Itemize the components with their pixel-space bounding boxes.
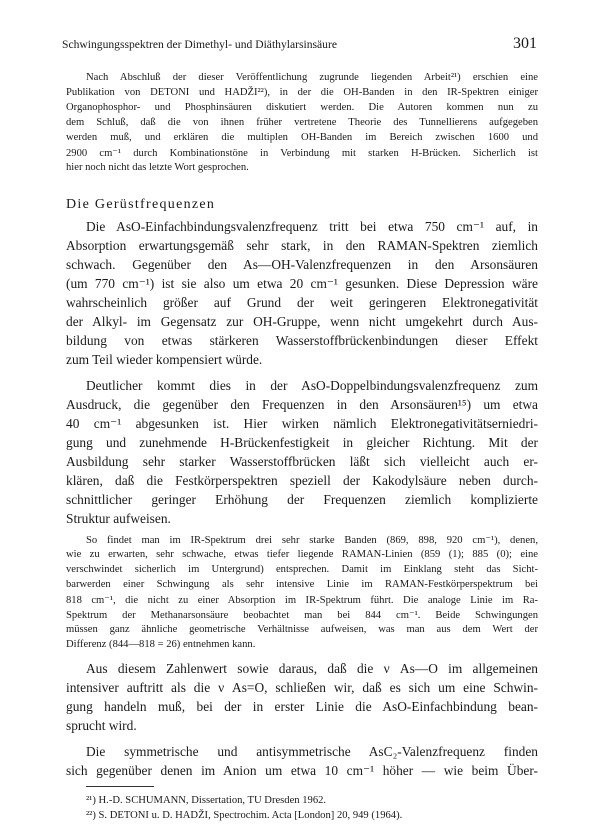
paragraph-line: 40 cm⁻¹ abgesunken ist. Hier wirken nämlich Elektronegativitätserniedri- — [66, 416, 538, 431]
paragraph-line: schnittlicher geringer Erhöhung der Frequenzen ziemlich komplizierte — [66, 492, 538, 507]
paragraph-line: sprucht wird. — [66, 718, 137, 733]
small-print-line: müssen ganz ähnliche geometrische Verhältnisse aufweisen, was man aus dem Wert der — [66, 624, 538, 635]
paragraph-line: schwach. Gegenüber den As—OH-Valenzfrequenzen in den Arsonsäuren — [66, 257, 538, 272]
paragraph-line: intensiver auftritt als die ν As=O, schließen wir, daß es sich um eine Schwin- — [66, 680, 538, 695]
paragraph-line: gung handeln muß, bei der in erster Linie die AsO-Einfachbindung bean- — [66, 699, 538, 714]
paragraph-line: sich gegenüber denen im Anion um etwa 10 cm⁻¹ höher — wie beim Über- — [66, 763, 538, 778]
footnote: ²¹) H.-D. SCHUMANN, Dissertation, TU Dresden 1962. — [86, 795, 327, 806]
paragraph-line: bildung von etwas stärkeren Wasserstoffbrückenbindungen dieser Effekt — [66, 333, 538, 348]
paragraph-line: Ausdruck, die gegenüber den Frequenzen in den Arsonsäuren¹⁵) um etwa — [66, 397, 538, 412]
intro-note-line: Publikation von DETONI und HADŽI²²), in der die OH-Banden in den IR-Spektren einiger — [66, 87, 538, 98]
paragraph-line: Absorption erwartungsgemäß sehr stark, in den RAMAN-Spektren ziemlich — [66, 238, 538, 253]
paragraph-line: Aus diesem Zahlenwert sowie daraus, daß die ν As—O im allgemeinen — [86, 661, 538, 676]
small-print-line: verschwindet sicherlich im Untergrund) entsprechen. Damit im Einklang steht das Sicht- — [66, 564, 538, 575]
paragraph-line: wahrscheinlich größer auf Grund der weit geringeren Elektronegativität — [66, 295, 538, 310]
paragraph-line: Ausbildung sehr starker Wasserstoffbrücken läßt sich vielleicht auch er- — [66, 454, 538, 469]
small-print-line: Differenz (844—818 = 26) entnehmen kann. — [66, 639, 256, 650]
section-heading: Die Gerüstfrequenzen — [66, 197, 216, 212]
paragraph-line: zum Teil wieder kompensiert würde. — [66, 352, 263, 367]
small-print-line: 818 cm⁻¹, die nicht zu einer Absorption im IR-Spektrum führt. Die analoge Linie im Ra- — [66, 595, 538, 606]
intro-note-line: 2900 cm⁻¹ durch Kombinationstöne in Verbindung mit starken H-Brücken. Sicherlich ist — [66, 148, 538, 159]
intro-note-line: werden muß, und erklären die multiplen OH-Banden im Bereich zwischen 1600 und — [66, 132, 538, 143]
footnote: ²²) S. DETONI u. D. HADŽI, Spectrochim. Acta [London] 20, 949 (1964). — [86, 810, 403, 821]
page-number: 301 — [513, 35, 537, 52]
paragraph-line: klären, daß die Festkörperspektren speziell der Kakodylsäure neben durch- — [66, 473, 538, 488]
paragraph-line: der Alkyl- im Gegensatz zur OH-Gruppe, wenn nicht umgekehrt durch Aus- — [66, 314, 538, 329]
running-title: Schwingungsspektren der Dimethyl- und Diäthylarsinsäure — [62, 38, 337, 51]
intro-note-line: hier noch nicht das letzte Wort gesprochen. — [66, 162, 249, 173]
paragraph-line: Die AsO-Einfachbindungsvalenzfrequenz tritt bei etwa 750 cm⁻¹ auf, in — [86, 219, 538, 234]
intro-note-line: dem Schluß, daß die von ihnen früher vertretene Theorie des Tunnellierens aufgegeben — [66, 117, 538, 128]
footnote-divider — [86, 786, 154, 787]
small-print-line: wie zu erwarten, sehr schwache, etwas tiefer liegende RAMAN-Linien (859 (1); 885 (0); eine — [66, 549, 538, 560]
small-print-line: So findet man im IR-Spektrum drei sehr starke Banden (869, 898, 920 cm⁻¹), denen, — [86, 535, 538, 546]
paragraph-line: gung und zunehmende H-Brückenfestigkeit in gleicher Richtung. Mit der — [66, 435, 538, 450]
intro-note-line: Organophosphor- und Phosphinsäuren diskutiert werden. Die Autoren kommen nun zu — [66, 102, 538, 113]
intro-note-line: Nach Abschluß der dieser Veröffentlichung zugrunde liegenden Arbeit²¹) erschien eine — [86, 72, 538, 83]
running-header — [62, 35, 537, 56]
paragraph-line: Struktur aufweisen. — [66, 511, 171, 526]
paragraph-line: Die symmetrische und antisymmetrische AsC₂-Valenzfrequenz finden — [86, 744, 538, 759]
small-print-line: barwerden einer Schwingung als sehr intensive Linie im RAMAN-Festkörperspektrum bei — [66, 579, 538, 590]
paragraph-line: (um 770 cm⁻¹) ist sie also um etwa 20 cm⁻¹ gesunken. Diese Depression wäre — [66, 276, 538, 291]
paragraph-line: Deutlicher kommt dies in der AsO-Doppelbindungsvalenzfrequenz zum — [86, 378, 538, 393]
small-print-line: Spektrum der Methanarsonsäure beobachtet man bei 844 cm⁻¹. Beide Schwingungen — [66, 610, 538, 621]
